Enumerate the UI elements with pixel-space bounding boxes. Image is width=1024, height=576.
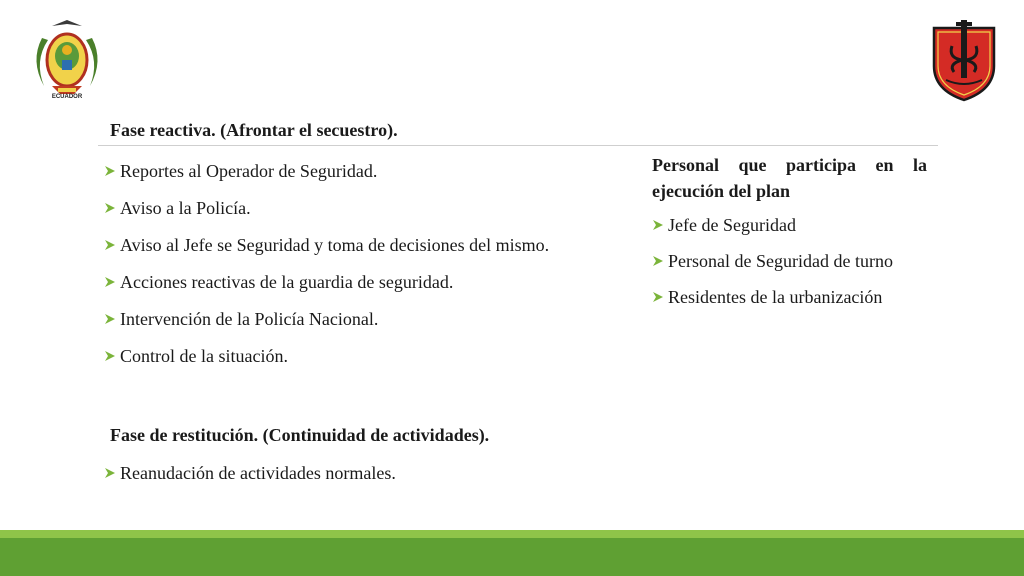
arrow-bullet-icon [104,239,116,251]
list-item [652,214,928,236]
list-item [652,250,928,272]
list-item-text: Control de la situación. [120,346,288,366]
list-item [104,462,396,484]
restitution-phase-list [104,462,396,484]
list-item [652,286,928,308]
list-item-text: Residentes de la urbanización [668,287,883,307]
list-item-text: Personal de Seguridad de turno [668,251,893,271]
arrow-bullet-icon [104,165,116,177]
list-item-text: Jefe de Seguridad [668,215,796,235]
arrow-bullet-icon [104,276,116,288]
arrow-bullet-icon [104,202,116,214]
arrow-bullet-icon [104,350,116,362]
arrow-bullet-icon [652,219,664,231]
security-shield-emblem-logo [928,18,1000,102]
ecuador-coat-of-arms-logo [22,16,112,104]
list-item [104,308,549,330]
logo-caption: ECUADOR [51,94,83,100]
restitution-phase-heading: Fase de restitución. (Continuidad de actividades). [110,425,490,445]
arrow-bullet-icon [104,467,116,479]
reactive-phase-heading: Fase reactiva. (Afrontar el secuestro). [110,120,398,140]
list-item-text: Acciones reactivas de la guardia de seguridad. [120,272,454,292]
list-item-text: Aviso a la Policía. [120,198,251,218]
personnel-list [652,214,928,322]
arrow-bullet-icon [104,313,116,325]
list-item-text: Intervención de la Policía Nacional. [120,309,379,329]
list-item [104,271,549,293]
list-item [104,234,549,256]
list-item [104,160,549,182]
list-item [104,345,549,367]
list-item-text: Aviso al Jefe se Seguridad y toma de decisiones del mismo. [120,235,550,255]
list-item-text: Reanudación de actividades normales. [120,463,396,483]
heading-divider [98,145,938,146]
footer-bar [0,538,1024,576]
list-item [104,197,549,219]
arrow-bullet-icon [652,291,664,303]
personnel-title: Personal que participa en la ejecución del plan [652,155,927,201]
reactive-phase-list [104,160,549,382]
arrow-bullet-icon [652,255,664,267]
footer-accent-bar [0,530,1024,538]
list-item-text: Reportes al Operador de Seguridad. [120,161,378,181]
